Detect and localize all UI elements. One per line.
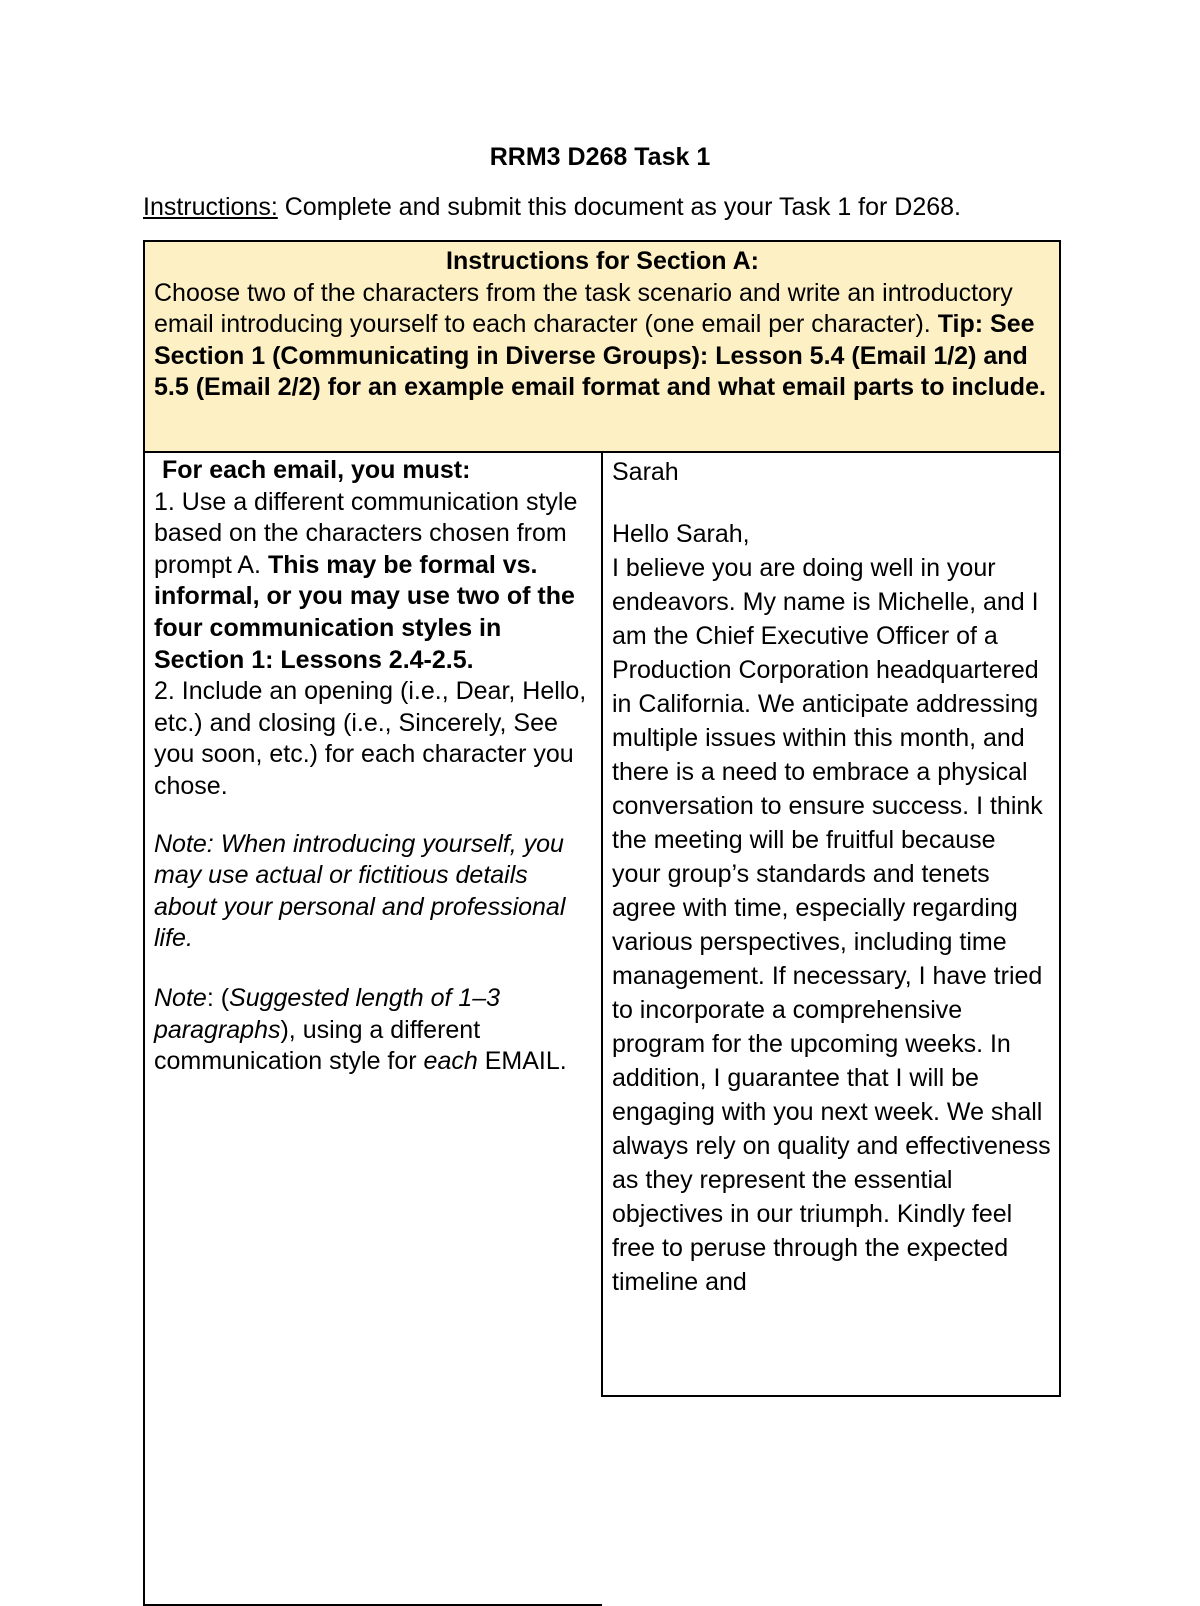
task-table (143, 240, 1061, 1397)
requirement-item-2: 2. Include an opening (i.e., Dear, Hello, etc.) and closing (i.e., Sincerely, See you soon, etc.) for each character you chose. (154, 677, 587, 800)
note-length-each: each (423, 1047, 478, 1076)
note-length-italic: Suggested length of 1–3 paragraphs (154, 983, 501, 1044)
note-length (154, 983, 594, 1078)
note-length-mid: ), using a different communication style for (154, 1015, 481, 1076)
requirements-heading: For each email, you must: (162, 456, 471, 484)
note-length-end: EMAIL. (477, 1047, 567, 1076)
requirement-1-text: 1. Use a different communication style based on the characters chosen from prompt A. (154, 487, 578, 579)
instructions-line (143, 192, 961, 222)
section-a-tip: Tip: See Section 1 (Communicating in Diverse Groups): Lesson 5.4 (Email 1/2) and 5.5 (Email 2/2) for an example email format and what email parts to include. (154, 310, 1046, 401)
requirement-1-bold: This may be formal vs. informal, or you may use two of the four communication styles in Section 1: Lessons 2.4-2.5. (154, 550, 575, 674)
note-introduction: Note: When introducing yourself, you may use actual or fictitious details about your personal and professional life. (154, 829, 566, 953)
section-a-text: Choose two of the characters from the task scenario and write an introductory email introducing yourself to each character (one email per character). (154, 278, 1013, 338)
email-column (601, 451, 1061, 1397)
email-greeting: Hello Sarah, (612, 520, 750, 548)
section-a-instructions (143, 240, 1061, 453)
note-length-label: Note (154, 983, 207, 1012)
section-a-heading: Instructions for Section A: (446, 247, 759, 275)
section-a-body (154, 278, 1051, 404)
note-length-colon: : ( (206, 983, 230, 1012)
instructions-label: Instructions: (143, 193, 278, 221)
instructions-text: Complete and submit this document as your Task 1 for D268. (277, 193, 961, 221)
email-recipient: Sarah (612, 458, 679, 486)
requirements-column (143, 451, 602, 1606)
email-body: I believe you are doing well in your endeavors. My name is Michelle, and I am the Chief Executive Officer of a Production Corporation headquartered in California. We anticipate addressing multiple issues within this month, and there is a need to embrace a physical conversation to ensure success. I think the meeting will be fruitful because your group’s standards and tenets agree with time, especially regarding various perspectives, including time management. If necessary, I have tried to incorporate a comprehensive program for the upcoming weeks. In addition, I guarantee that I will be engaging with you next week. We shall always rely on quality and effectiveness as they represent the essential objectives in our triumph. Kindly feel free to peruse through the expected timeline and (612, 554, 1051, 1296)
requirement-item-1 (154, 487, 594, 677)
document-title: RRM3 D268 Task 1 (489, 143, 711, 171)
